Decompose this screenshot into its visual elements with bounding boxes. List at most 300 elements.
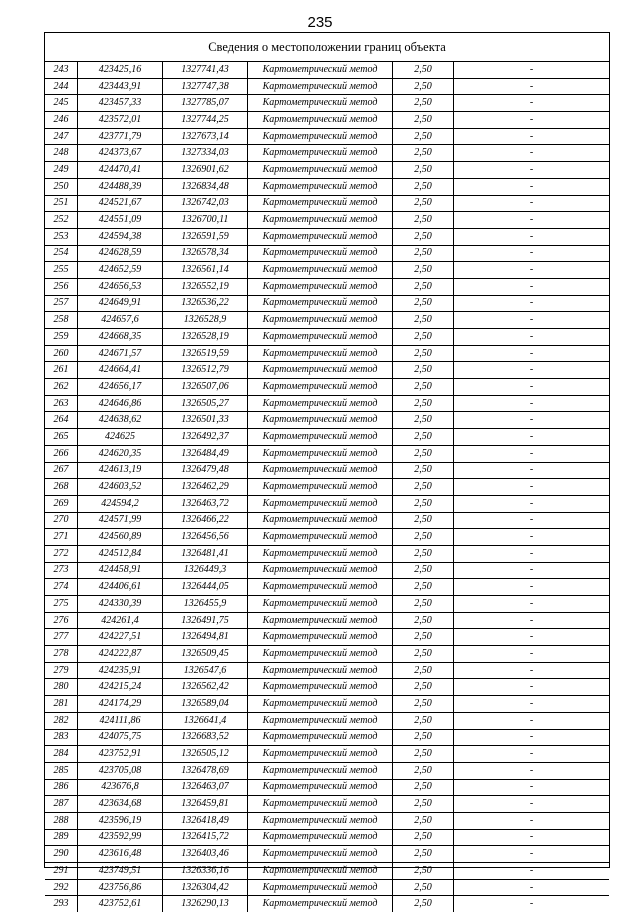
note-value: - — [454, 412, 610, 429]
determination-method: Картометрический метод — [248, 646, 393, 663]
coordinate-y: 1326700,11 — [163, 212, 248, 229]
point-number: 292 — [45, 879, 78, 896]
note-value: - — [454, 629, 610, 646]
point-number: 244 — [45, 78, 78, 95]
coordinate-x: 423616,48 — [78, 846, 163, 863]
table-row — [45, 112, 609, 129]
coordinate-x: 424551,09 — [78, 212, 163, 229]
table-row — [45, 846, 609, 863]
note-value: - — [454, 646, 610, 663]
point-number: 271 — [45, 529, 78, 546]
coordinate-y: 1326462,29 — [163, 479, 248, 496]
accuracy-value: 2,50 — [393, 95, 454, 112]
note-value: - — [454, 812, 610, 829]
coordinate-y: 1326528,19 — [163, 329, 248, 346]
coordinate-y: 1326415,72 — [163, 829, 248, 846]
coordinate-x: 424668,35 — [78, 329, 163, 346]
accuracy-value: 2,50 — [393, 62, 454, 78]
coordinate-x: 424594,2 — [78, 495, 163, 512]
point-number: 245 — [45, 95, 78, 112]
point-number: 289 — [45, 829, 78, 846]
coordinate-y: 1326459,81 — [163, 796, 248, 813]
point-number: 280 — [45, 679, 78, 696]
table-row — [45, 178, 609, 195]
accuracy-value: 2,50 — [393, 829, 454, 846]
point-number: 247 — [45, 128, 78, 145]
coordinate-x: 424521,67 — [78, 195, 163, 212]
coordinate-x: 424227,51 — [78, 629, 163, 646]
coordinate-y: 1326505,12 — [163, 746, 248, 763]
point-number: 269 — [45, 495, 78, 512]
coordinate-y: 1326492,37 — [163, 429, 248, 446]
table-row — [45, 545, 609, 562]
coordinate-y: 1326479,48 — [163, 462, 248, 479]
note-value: - — [454, 379, 610, 396]
accuracy-value: 2,50 — [393, 629, 454, 646]
point-number: 276 — [45, 612, 78, 629]
note-value: - — [454, 62, 610, 78]
note-value: - — [454, 178, 610, 195]
coordinate-y: 1326403,46 — [163, 846, 248, 863]
accuracy-value: 2,50 — [393, 562, 454, 579]
point-number: 288 — [45, 812, 78, 829]
table-row — [45, 395, 609, 412]
table-row — [45, 529, 609, 546]
coordinate-x: 424560,89 — [78, 529, 163, 546]
coordinate-y: 1326561,14 — [163, 262, 248, 279]
note-value: - — [454, 712, 610, 729]
accuracy-value: 2,50 — [393, 863, 454, 880]
table-row — [45, 262, 609, 279]
point-number: 257 — [45, 295, 78, 312]
coordinate-x: 423572,01 — [78, 112, 163, 129]
coordinate-x: 424656,17 — [78, 379, 163, 396]
table-row — [45, 95, 609, 112]
note-value: - — [454, 262, 610, 279]
table-row — [45, 596, 609, 613]
determination-method: Картометрический метод — [248, 579, 393, 596]
note-value: - — [454, 596, 610, 613]
point-number: 287 — [45, 796, 78, 813]
table-title: Сведения о местоположении границ объекта — [45, 33, 609, 62]
accuracy-value: 2,50 — [393, 278, 454, 295]
determination-method: Картометрический метод — [248, 312, 393, 329]
accuracy-value: 2,50 — [393, 395, 454, 412]
note-value: - — [454, 512, 610, 529]
determination-method: Картометрический метод — [248, 629, 393, 646]
table-row — [45, 345, 609, 362]
note-value: - — [454, 78, 610, 95]
point-number: 243 — [45, 62, 78, 78]
coordinate-x: 424458,91 — [78, 562, 163, 579]
note-value: - — [454, 746, 610, 763]
coordinate-y: 1326304,42 — [163, 879, 248, 896]
point-number: 279 — [45, 662, 78, 679]
coordinate-y: 1326481,41 — [163, 545, 248, 562]
determination-method: Картометрический метод — [248, 712, 393, 729]
determination-method: Картометрический метод — [248, 863, 393, 880]
coordinate-x: 424671,57 — [78, 345, 163, 362]
table-row — [45, 812, 609, 829]
table-row — [45, 379, 609, 396]
coordinate-x: 424649,91 — [78, 295, 163, 312]
determination-method: Картометрический метод — [248, 746, 393, 763]
note-value: - — [454, 846, 610, 863]
point-number: 265 — [45, 429, 78, 446]
table-row — [45, 746, 609, 763]
coordinate-y: 1326478,69 — [163, 762, 248, 779]
table-row — [45, 145, 609, 162]
table-row — [45, 362, 609, 379]
coordinate-x: 424470,41 — [78, 162, 163, 179]
coordinate-x: 424406,61 — [78, 579, 163, 596]
point-number: 264 — [45, 412, 78, 429]
table-row — [45, 629, 609, 646]
determination-method: Картометрический метод — [248, 812, 393, 829]
coordinate-x: 424373,67 — [78, 145, 163, 162]
note-value: - — [454, 145, 610, 162]
point-number: 277 — [45, 629, 78, 646]
determination-method: Картометрический метод — [248, 262, 393, 279]
note-value: - — [454, 529, 610, 546]
coordinate-y: 1326449,3 — [163, 562, 248, 579]
determination-method: Картометрический метод — [248, 879, 393, 896]
coordinate-y: 1326901,62 — [163, 162, 248, 179]
note-value: - — [454, 445, 610, 462]
table-row — [45, 479, 609, 496]
accuracy-value: 2,50 — [393, 362, 454, 379]
page-number: 235 — [307, 14, 333, 31]
coordinate-y: 1326455,9 — [163, 596, 248, 613]
note-value: - — [454, 829, 610, 846]
table-row — [45, 62, 609, 78]
table-row — [45, 863, 609, 880]
point-number: 283 — [45, 729, 78, 746]
determination-method: Картометрический метод — [248, 62, 393, 78]
accuracy-value: 2,50 — [393, 779, 454, 796]
determination-method: Картометрический метод — [248, 395, 393, 412]
determination-method: Картометрический метод — [248, 245, 393, 262]
determination-method: Картометрический метод — [248, 479, 393, 496]
note-value: - — [454, 345, 610, 362]
accuracy-value: 2,50 — [393, 679, 454, 696]
coordinate-x: 424656,53 — [78, 278, 163, 295]
table-row — [45, 78, 609, 95]
coordinate-y: 1326336,16 — [163, 863, 248, 880]
table-row — [45, 779, 609, 796]
note-value: - — [454, 495, 610, 512]
point-number: 248 — [45, 145, 78, 162]
accuracy-value: 2,50 — [393, 612, 454, 629]
accuracy-value: 2,50 — [393, 545, 454, 562]
coordinate-y: 1327673,14 — [163, 128, 248, 145]
note-value: - — [454, 562, 610, 579]
coordinate-x: 424261,4 — [78, 612, 163, 629]
table-row — [45, 579, 609, 596]
coordinate-y: 1327785,07 — [163, 95, 248, 112]
point-number: 293 — [45, 896, 78, 912]
point-number: 246 — [45, 112, 78, 129]
point-number: 259 — [45, 329, 78, 346]
accuracy-value: 2,50 — [393, 445, 454, 462]
accuracy-value: 2,50 — [393, 812, 454, 829]
table-row — [45, 762, 609, 779]
determination-method: Картометрический метод — [248, 779, 393, 796]
coordinate-y: 1326589,04 — [163, 696, 248, 713]
determination-method: Картометрический метод — [248, 112, 393, 129]
accuracy-value: 2,50 — [393, 312, 454, 329]
coordinate-x: 424111,86 — [78, 712, 163, 729]
table-row — [45, 879, 609, 896]
point-number: 252 — [45, 212, 78, 229]
determination-method: Картометрический метод — [248, 562, 393, 579]
determination-method: Картометрический метод — [248, 612, 393, 629]
point-number: 251 — [45, 195, 78, 212]
point-number: 266 — [45, 445, 78, 462]
determination-method: Картометрический метод — [248, 662, 393, 679]
accuracy-value: 2,50 — [393, 345, 454, 362]
note-value: - — [454, 429, 610, 446]
determination-method: Картометрический метод — [248, 212, 393, 229]
determination-method: Картометрический метод — [248, 195, 393, 212]
coordinate-y: 1326494,81 — [163, 629, 248, 646]
table-row — [45, 829, 609, 846]
coordinate-x: 424625 — [78, 429, 163, 446]
determination-method: Картометрический метод — [248, 78, 393, 95]
accuracy-value: 2,50 — [393, 245, 454, 262]
point-number: 273 — [45, 562, 78, 579]
coordinate-x: 424222,87 — [78, 646, 163, 663]
table-row — [45, 796, 609, 813]
accuracy-value: 2,50 — [393, 379, 454, 396]
point-number: 256 — [45, 278, 78, 295]
point-number: 268 — [45, 479, 78, 496]
point-number: 260 — [45, 345, 78, 362]
table-row — [45, 128, 609, 145]
determination-method: Картометрический метод — [248, 679, 393, 696]
accuracy-value: 2,50 — [393, 429, 454, 446]
determination-method: Картометрический метод — [248, 145, 393, 162]
coordinate-x: 424646,86 — [78, 395, 163, 412]
determination-method: Картометрический метод — [248, 95, 393, 112]
accuracy-value: 2,50 — [393, 329, 454, 346]
note-value: - — [454, 612, 610, 629]
accuracy-value: 2,50 — [393, 262, 454, 279]
coordinate-x: 423752,61 — [78, 896, 163, 912]
note-value: - — [454, 295, 610, 312]
accuracy-value: 2,50 — [393, 412, 454, 429]
coordinate-x: 424235,91 — [78, 662, 163, 679]
point-number: 286 — [45, 779, 78, 796]
table-row — [45, 712, 609, 729]
note-value: - — [454, 212, 610, 229]
table-row — [45, 245, 609, 262]
coordinate-y: 1326418,49 — [163, 812, 248, 829]
coordinates-table-body — [45, 62, 609, 912]
coordinate-y: 1326552,19 — [163, 278, 248, 295]
determination-method: Картометрический метод — [248, 329, 393, 346]
table-row — [45, 195, 609, 212]
determination-method: Картометрический метод — [248, 178, 393, 195]
table-row — [45, 278, 609, 295]
accuracy-value: 2,50 — [393, 729, 454, 746]
coordinate-y: 1326536,22 — [163, 295, 248, 312]
coordinate-x: 423771,79 — [78, 128, 163, 145]
coordinate-y: 1326578,34 — [163, 245, 248, 262]
note-value: - — [454, 679, 610, 696]
coordinate-x: 424330,39 — [78, 596, 163, 613]
note-value: - — [454, 329, 610, 346]
determination-method: Картометрический метод — [248, 412, 393, 429]
coordinate-y: 1326519,59 — [163, 345, 248, 362]
accuracy-value: 2,50 — [393, 879, 454, 896]
coordinate-y: 1326505,27 — [163, 395, 248, 412]
point-number: 250 — [45, 178, 78, 195]
coordinate-x: 423749,51 — [78, 863, 163, 880]
table-row — [45, 228, 609, 245]
accuracy-value: 2,50 — [393, 195, 454, 212]
note-value: - — [454, 395, 610, 412]
note-value: - — [454, 245, 610, 262]
coordinate-y: 1326562,42 — [163, 679, 248, 696]
determination-method: Картометрический метод — [248, 529, 393, 546]
table-row — [45, 512, 609, 529]
accuracy-value: 2,50 — [393, 212, 454, 229]
point-number: 278 — [45, 646, 78, 663]
point-number: 253 — [45, 228, 78, 245]
accuracy-value: 2,50 — [393, 712, 454, 729]
note-value: - — [454, 278, 610, 295]
boundary-table-sheet — [44, 32, 610, 910]
determination-method: Картометрический метод — [248, 545, 393, 562]
determination-method: Картометрический метод — [248, 362, 393, 379]
note-value: - — [454, 729, 610, 746]
point-number: 263 — [45, 395, 78, 412]
accuracy-value: 2,50 — [393, 846, 454, 863]
coordinate-x: 423592,99 — [78, 829, 163, 846]
point-number: 281 — [45, 696, 78, 713]
point-number: 258 — [45, 312, 78, 329]
determination-method: Картометрический метод — [248, 128, 393, 145]
coordinate-y: 1326512,79 — [163, 362, 248, 379]
note-value: - — [454, 545, 610, 562]
accuracy-value: 2,50 — [393, 746, 454, 763]
determination-method: Картометрический метод — [248, 796, 393, 813]
note-value: - — [454, 195, 610, 212]
coordinate-y: 1326834,48 — [163, 178, 248, 195]
determination-method: Картометрический метод — [248, 295, 393, 312]
point-number: 275 — [45, 596, 78, 613]
determination-method: Картометрический метод — [248, 762, 393, 779]
accuracy-value: 2,50 — [393, 896, 454, 912]
accuracy-value: 2,50 — [393, 529, 454, 546]
note-value: - — [454, 95, 610, 112]
coordinate-y: 1326507,06 — [163, 379, 248, 396]
table-row — [45, 462, 609, 479]
coordinate-x: 424628,59 — [78, 245, 163, 262]
coordinate-y: 1326528,9 — [163, 312, 248, 329]
note-value: - — [454, 462, 610, 479]
determination-method: Картометрический метод — [248, 228, 393, 245]
accuracy-value: 2,50 — [393, 112, 454, 129]
accuracy-value: 2,50 — [393, 178, 454, 195]
determination-method: Картометрический метод — [248, 729, 393, 746]
table-row — [45, 295, 609, 312]
coordinate-x: 423752,91 — [78, 746, 163, 763]
accuracy-value: 2,50 — [393, 696, 454, 713]
coordinate-y: 1326641,4 — [163, 712, 248, 729]
determination-method: Картометрический метод — [248, 696, 393, 713]
coordinate-x: 424488,39 — [78, 178, 163, 195]
note-value: - — [454, 479, 610, 496]
coordinate-y: 1326444,05 — [163, 579, 248, 596]
determination-method: Картометрический метод — [248, 829, 393, 846]
accuracy-value: 2,50 — [393, 145, 454, 162]
table-row — [45, 162, 609, 179]
note-value: - — [454, 779, 610, 796]
determination-method: Картометрический метод — [248, 896, 393, 912]
table-row — [45, 329, 609, 346]
coordinate-x: 424215,24 — [78, 679, 163, 696]
determination-method: Картометрический метод — [248, 495, 393, 512]
determination-method: Картометрический метод — [248, 846, 393, 863]
coordinate-x: 424603,52 — [78, 479, 163, 496]
point-number: 291 — [45, 863, 78, 880]
coordinate-y: 1326509,45 — [163, 646, 248, 663]
accuracy-value: 2,50 — [393, 495, 454, 512]
coordinate-y: 1327744,25 — [163, 112, 248, 129]
determination-method: Картометрический метод — [248, 462, 393, 479]
accuracy-value: 2,50 — [393, 479, 454, 496]
accuracy-value: 2,50 — [393, 128, 454, 145]
coordinate-x: 424512,84 — [78, 545, 163, 562]
determination-method: Картометрический метод — [248, 345, 393, 362]
accuracy-value: 2,50 — [393, 78, 454, 95]
accuracy-value: 2,50 — [393, 579, 454, 596]
accuracy-value: 2,50 — [393, 512, 454, 529]
note-value: - — [454, 863, 610, 880]
point-number: 270 — [45, 512, 78, 529]
coordinate-y: 1326456,56 — [163, 529, 248, 546]
coordinate-x: 423756,86 — [78, 879, 163, 896]
point-number: 285 — [45, 762, 78, 779]
coordinate-y: 1326491,75 — [163, 612, 248, 629]
coordinate-x: 424174,29 — [78, 696, 163, 713]
point-number: 261 — [45, 362, 78, 379]
determination-method: Картометрический метод — [248, 379, 393, 396]
coordinate-x: 424664,41 — [78, 362, 163, 379]
accuracy-value: 2,50 — [393, 662, 454, 679]
coordinate-y: 1326484,49 — [163, 445, 248, 462]
determination-method: Картометрический метод — [248, 512, 393, 529]
table-row — [45, 696, 609, 713]
coordinate-y: 1326591,59 — [163, 228, 248, 245]
point-number: 254 — [45, 245, 78, 262]
point-number: 290 — [45, 846, 78, 863]
accuracy-value: 2,50 — [393, 295, 454, 312]
note-value: - — [529, 898, 534, 910]
point-number: 274 — [45, 579, 78, 596]
coordinate-x: 423705,08 — [78, 762, 163, 779]
coordinate-y: 1326742,03 — [163, 195, 248, 212]
note-value: - — [454, 362, 610, 379]
coordinate-x: 424638,62 — [78, 412, 163, 429]
coordinate-x: 423596,19 — [78, 812, 163, 829]
point-number: 249 — [45, 162, 78, 179]
coordinate-y: 1326501,33 — [163, 412, 248, 429]
note-value: - — [454, 762, 610, 779]
table-row — [45, 729, 609, 746]
